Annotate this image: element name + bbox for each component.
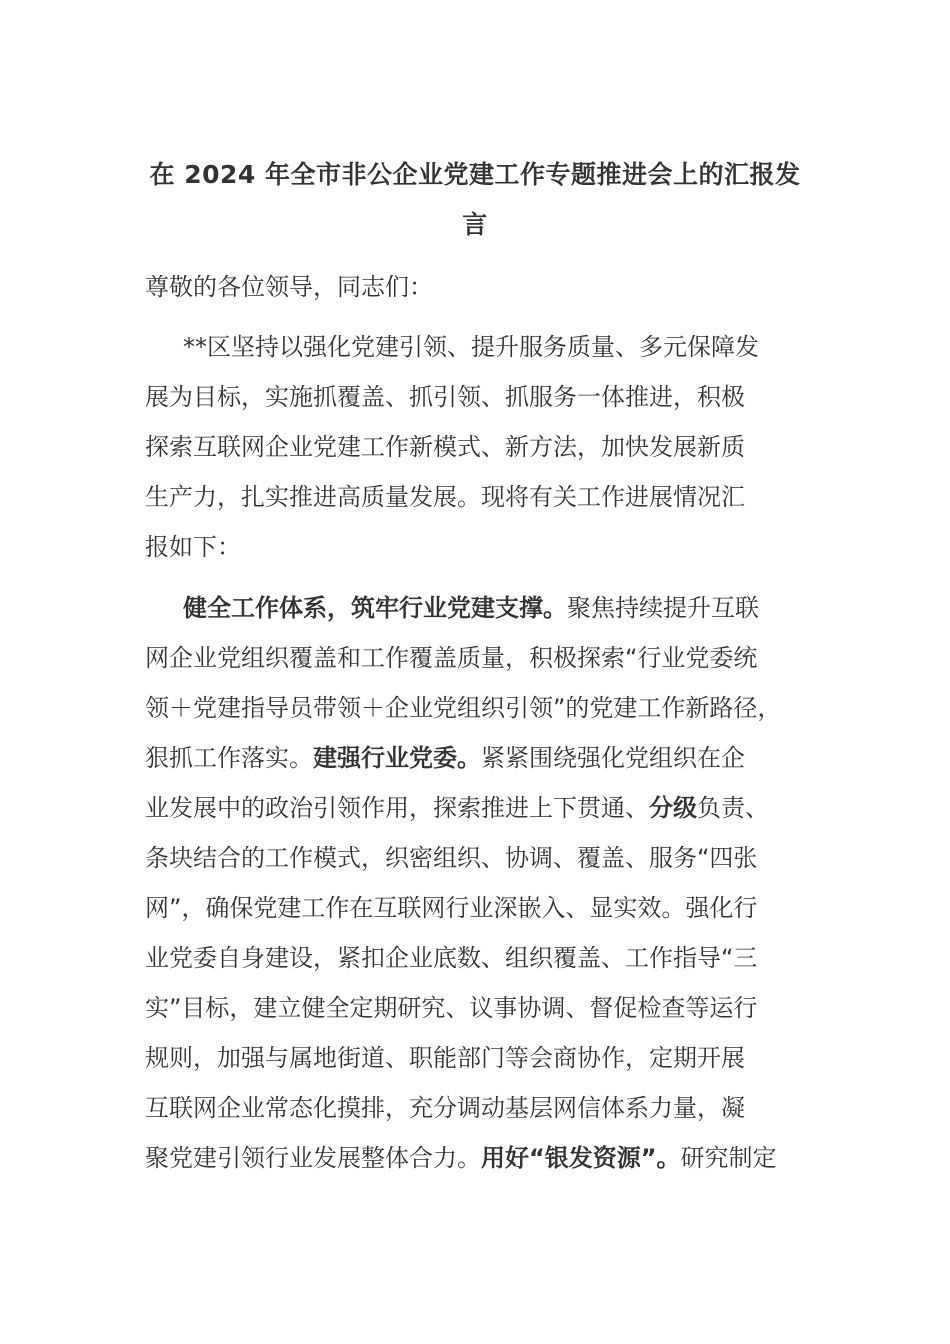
body-text: 聚党建引领行业发展整体合力。 <box>145 1144 481 1172</box>
body-text: 业发展中的政治引领作用，探索推进上下贯通、 <box>145 794 649 822</box>
intro-paragraph <box>145 322 845 572</box>
bold-term: 分级 <box>649 794 697 822</box>
body-text: 聚焦持续提升互联 <box>567 594 759 622</box>
body-line: 互联网企业常态化摸排，充分调动基层网信体系力量，凝 <box>145 1094 745 1122</box>
intro-line: **区坚持以强化党建引领、提升服务质量、多元保障发 <box>183 333 759 361</box>
body-text: 狠抓工作落实。 <box>145 744 313 772</box>
body-text: 负责、 <box>697 794 769 822</box>
intro-line: 探索互联网企业党建工作新模式、新方法，加快发展新质 <box>145 433 745 461</box>
section-heading: 健全工作体系，筑牢行业党建支撑。 <box>183 594 567 622</box>
salutation: 尊敬的各位领导，同志们： <box>145 273 433 301</box>
intro-line: 生产力，扎实推进高质量发展。现将有关工作进展情况汇 <box>145 483 745 511</box>
body-paragraph <box>145 583 845 1183</box>
body-line: 条块结合的工作模式，织密组织、协调、覆盖、服务“四张 <box>145 844 758 872</box>
body-text: 研究制定 <box>680 1144 777 1172</box>
body-line: 业党委自身建设，紧扣企业底数、组织覆盖、工作指导“三 <box>145 944 758 972</box>
body-line: 规则，加强与属地街道、职能部门等会商协作，定期开展 <box>145 1044 745 1072</box>
body-line <box>145 583 845 633</box>
title-line-2: 言 <box>462 210 488 239</box>
subsection-heading: 用好“银发资源”。 <box>481 1144 681 1172</box>
body-line <box>145 733 845 783</box>
subsection-heading: 建强行业党委。 <box>313 744 481 772</box>
body-line <box>145 783 845 833</box>
document-title <box>145 150 805 250</box>
intro-line: 展为目标，实施抓覆盖、抓引领、抓服务一体推进，积极 <box>145 383 745 411</box>
body-line: 网企业党组织覆盖和工作覆盖质量，积极探索“行业党委统 <box>145 644 758 672</box>
body-line: 领＋党建指导员带领＋企业党组织引领”的党建工作新路径， <box>145 694 782 722</box>
body-line: 实”目标，建立健全定期研究、议事协调、督促检查等运行 <box>145 994 758 1022</box>
body-text: 紧紧围绕强化党组织在企 <box>481 744 745 772</box>
body-line <box>145 1133 845 1183</box>
intro-line: 报如下： <box>145 533 241 561</box>
body-line: 网”，确保党建工作在互联网行业深嵌入、显实效。强化行 <box>145 894 758 922</box>
title-line-1: 在 2024 年全市非公企业党建工作专题推进会上的汇报发 <box>149 160 801 189</box>
